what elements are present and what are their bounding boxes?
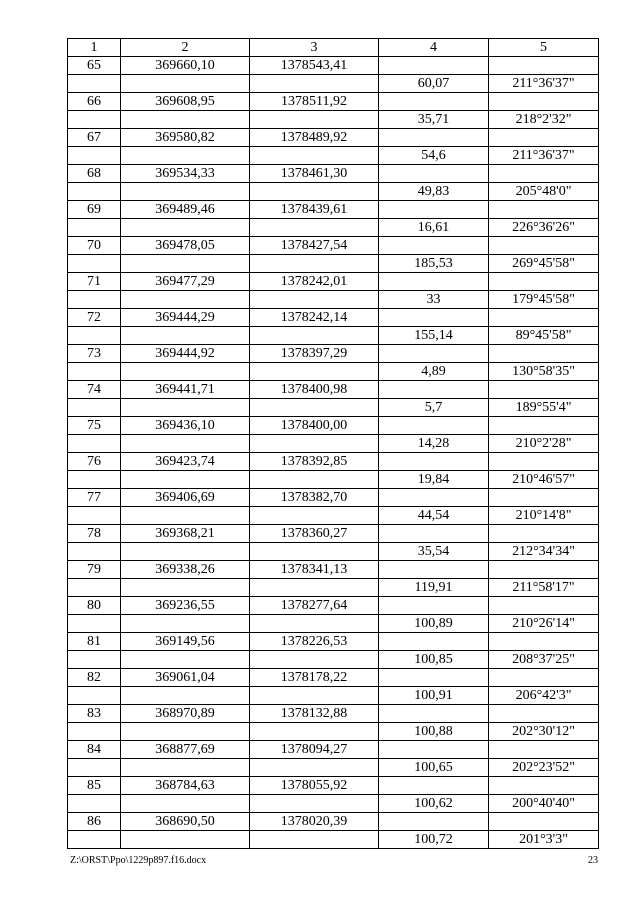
table-row bbox=[68, 579, 599, 597]
cell-distance: 33 bbox=[379, 291, 489, 309]
cell-point-number bbox=[68, 111, 121, 129]
cell-point-number bbox=[68, 147, 121, 165]
cell-distance bbox=[379, 237, 489, 255]
table-row bbox=[68, 687, 599, 705]
cell-bearing bbox=[489, 489, 599, 507]
cell-bearing: 201°3'3" bbox=[489, 831, 599, 849]
cell-bearing bbox=[489, 633, 599, 651]
cell-y-coordinate: 1378511,92 bbox=[250, 93, 379, 111]
table-row bbox=[68, 651, 599, 669]
header-cell-3: 3 bbox=[250, 39, 379, 57]
cell-bearing: 210°14'8" bbox=[489, 507, 599, 525]
table-row bbox=[68, 453, 599, 471]
cell-y-coordinate bbox=[250, 651, 379, 669]
cell-y-coordinate: 1378277,64 bbox=[250, 597, 379, 615]
cell-y-coordinate bbox=[250, 291, 379, 309]
cell-x-coordinate bbox=[121, 327, 250, 345]
table-row bbox=[68, 669, 599, 687]
cell-y-coordinate bbox=[250, 759, 379, 777]
table-row bbox=[68, 201, 599, 219]
cell-distance bbox=[379, 381, 489, 399]
cell-distance bbox=[379, 309, 489, 327]
table-header-row bbox=[68, 39, 599, 57]
table-row bbox=[68, 255, 599, 273]
cell-distance: 100,85 bbox=[379, 651, 489, 669]
cell-point-number: 79 bbox=[68, 561, 121, 579]
cell-distance: 185,53 bbox=[379, 255, 489, 273]
cell-y-coordinate bbox=[250, 795, 379, 813]
cell-y-coordinate: 1378392,85 bbox=[250, 453, 379, 471]
cell-distance bbox=[379, 561, 489, 579]
cell-bearing: 210°2'28" bbox=[489, 435, 599, 453]
cell-point-number bbox=[68, 507, 121, 525]
cell-y-coordinate bbox=[250, 831, 379, 849]
cell-point-number bbox=[68, 219, 121, 237]
cell-point-number: 70 bbox=[68, 237, 121, 255]
coordinates-table-body bbox=[68, 39, 599, 849]
cell-point-number: 71 bbox=[68, 273, 121, 291]
cell-distance bbox=[379, 417, 489, 435]
cell-x-coordinate bbox=[121, 111, 250, 129]
cell-point-number: 67 bbox=[68, 129, 121, 147]
cell-distance: 16,61 bbox=[379, 219, 489, 237]
table-row bbox=[68, 543, 599, 561]
table-row bbox=[68, 327, 599, 345]
cell-point-number: 78 bbox=[68, 525, 121, 543]
cell-x-coordinate: 369660,10 bbox=[121, 57, 250, 75]
cell-x-coordinate bbox=[121, 579, 250, 597]
header-cell-4: 4 bbox=[379, 39, 489, 57]
cell-x-coordinate bbox=[121, 471, 250, 489]
cell-y-coordinate bbox=[250, 147, 379, 165]
cell-x-coordinate: 369580,82 bbox=[121, 129, 250, 147]
table-row bbox=[68, 435, 599, 453]
cell-y-coordinate: 1378400,98 bbox=[250, 381, 379, 399]
table-row bbox=[68, 381, 599, 399]
cell-point-number bbox=[68, 723, 121, 741]
cell-y-coordinate: 1378397,29 bbox=[250, 345, 379, 363]
cell-y-coordinate: 1378178,22 bbox=[250, 669, 379, 687]
cell-point-number bbox=[68, 363, 121, 381]
table-row bbox=[68, 237, 599, 255]
cell-point-number: 73 bbox=[68, 345, 121, 363]
cell-distance: 19,84 bbox=[379, 471, 489, 489]
cell-distance bbox=[379, 345, 489, 363]
cell-distance: 100,72 bbox=[379, 831, 489, 849]
cell-y-coordinate: 1378094,27 bbox=[250, 741, 379, 759]
cell-distance bbox=[379, 597, 489, 615]
cell-point-number: 76 bbox=[68, 453, 121, 471]
cell-bearing bbox=[489, 417, 599, 435]
cell-y-coordinate: 1378489,92 bbox=[250, 129, 379, 147]
table-row bbox=[68, 111, 599, 129]
cell-bearing: 269°45'58" bbox=[489, 255, 599, 273]
cell-bearing: 202°23'52" bbox=[489, 759, 599, 777]
cell-distance: 100,88 bbox=[379, 723, 489, 741]
table-row bbox=[68, 489, 599, 507]
cell-x-coordinate bbox=[121, 651, 250, 669]
table-row bbox=[68, 633, 599, 651]
table-row bbox=[68, 129, 599, 147]
cell-bearing: 208°37'25" bbox=[489, 651, 599, 669]
cell-bearing bbox=[489, 741, 599, 759]
cell-point-number: 66 bbox=[68, 93, 121, 111]
table-row bbox=[68, 561, 599, 579]
cell-bearing: 210°26'14" bbox=[489, 615, 599, 633]
cell-point-number bbox=[68, 615, 121, 633]
cell-bearing bbox=[489, 705, 599, 723]
cell-y-coordinate: 1378427,54 bbox=[250, 237, 379, 255]
cell-x-coordinate: 369478,05 bbox=[121, 237, 250, 255]
cell-x-coordinate: 369477,29 bbox=[121, 273, 250, 291]
cell-point-number: 80 bbox=[68, 597, 121, 615]
cell-point-number: 81 bbox=[68, 633, 121, 651]
cell-bearing bbox=[489, 273, 599, 291]
cell-distance bbox=[379, 273, 489, 291]
cell-distance: 35,54 bbox=[379, 543, 489, 561]
cell-y-coordinate bbox=[250, 507, 379, 525]
cell-x-coordinate: 369444,92 bbox=[121, 345, 250, 363]
cell-distance bbox=[379, 201, 489, 219]
cell-bearing: 206°42'3" bbox=[489, 687, 599, 705]
cell-distance: 60,07 bbox=[379, 75, 489, 93]
cell-point-number bbox=[68, 687, 121, 705]
table-row bbox=[68, 273, 599, 291]
cell-y-coordinate bbox=[250, 471, 379, 489]
cell-point-number: 74 bbox=[68, 381, 121, 399]
cell-distance bbox=[379, 813, 489, 831]
cell-point-number: 69 bbox=[68, 201, 121, 219]
cell-point-number bbox=[68, 399, 121, 417]
table-row bbox=[68, 795, 599, 813]
cell-x-coordinate: 369061,04 bbox=[121, 669, 250, 687]
cell-distance: 100,62 bbox=[379, 795, 489, 813]
cell-y-coordinate: 1378382,70 bbox=[250, 489, 379, 507]
cell-bearing: 226°36'26" bbox=[489, 219, 599, 237]
cell-point-number: 83 bbox=[68, 705, 121, 723]
cell-bearing bbox=[489, 597, 599, 615]
table-row bbox=[68, 363, 599, 381]
cell-distance: 119,91 bbox=[379, 579, 489, 597]
table-row bbox=[68, 309, 599, 327]
cell-bearing bbox=[489, 129, 599, 147]
cell-y-coordinate: 1378055,92 bbox=[250, 777, 379, 795]
cell-x-coordinate bbox=[121, 795, 250, 813]
table-row bbox=[68, 219, 599, 237]
cell-point-number bbox=[68, 75, 121, 93]
cell-y-coordinate bbox=[250, 111, 379, 129]
table-row bbox=[68, 93, 599, 111]
cell-distance: 5,7 bbox=[379, 399, 489, 417]
cell-point-number bbox=[68, 543, 121, 561]
cell-bearing bbox=[489, 93, 599, 111]
table-row bbox=[68, 183, 599, 201]
cell-bearing: 212°34'34" bbox=[489, 543, 599, 561]
cell-point-number: 77 bbox=[68, 489, 121, 507]
cell-point-number: 84 bbox=[68, 741, 121, 759]
cell-y-coordinate bbox=[250, 615, 379, 633]
cell-distance: 4,89 bbox=[379, 363, 489, 381]
cell-y-coordinate: 1378439,61 bbox=[250, 201, 379, 219]
cell-bearing bbox=[489, 309, 599, 327]
cell-x-coordinate bbox=[121, 399, 250, 417]
cell-y-coordinate bbox=[250, 399, 379, 417]
cell-distance bbox=[379, 777, 489, 795]
cell-bearing bbox=[489, 777, 599, 795]
cell-bearing bbox=[489, 813, 599, 831]
cell-point-number bbox=[68, 435, 121, 453]
cell-x-coordinate bbox=[121, 255, 250, 273]
cell-x-coordinate: 369436,10 bbox=[121, 417, 250, 435]
cell-point-number: 85 bbox=[68, 777, 121, 795]
cell-x-coordinate bbox=[121, 147, 250, 165]
footer-file-path: Z:\ORST\Ppo\1229p897.f16.docx bbox=[70, 855, 207, 866]
cell-point-number: 82 bbox=[68, 669, 121, 687]
cell-point-number bbox=[68, 651, 121, 669]
cell-x-coordinate: 369338,26 bbox=[121, 561, 250, 579]
cell-y-coordinate bbox=[250, 255, 379, 273]
cell-distance bbox=[379, 165, 489, 183]
cell-x-coordinate: 369406,69 bbox=[121, 489, 250, 507]
cell-point-number bbox=[68, 759, 121, 777]
cell-y-coordinate bbox=[250, 363, 379, 381]
cell-x-coordinate bbox=[121, 615, 250, 633]
cell-bearing: 210°46'57" bbox=[489, 471, 599, 489]
cell-x-coordinate bbox=[121, 543, 250, 561]
cell-y-coordinate: 1378132,88 bbox=[250, 705, 379, 723]
cell-x-coordinate bbox=[121, 435, 250, 453]
cell-distance bbox=[379, 669, 489, 687]
cell-x-coordinate bbox=[121, 723, 250, 741]
table-row bbox=[68, 759, 599, 777]
table-row bbox=[68, 291, 599, 309]
cell-point-number: 72 bbox=[68, 309, 121, 327]
cell-y-coordinate bbox=[250, 687, 379, 705]
cell-y-coordinate: 1378242,01 bbox=[250, 273, 379, 291]
cell-bearing: 130°58'35" bbox=[489, 363, 599, 381]
cell-bearing bbox=[489, 237, 599, 255]
cell-x-coordinate: 369534,33 bbox=[121, 165, 250, 183]
table-row bbox=[68, 399, 599, 417]
cell-x-coordinate bbox=[121, 507, 250, 525]
cell-y-coordinate: 1378020,39 bbox=[250, 813, 379, 831]
cell-x-coordinate bbox=[121, 291, 250, 309]
table-row bbox=[68, 705, 599, 723]
table-row bbox=[68, 525, 599, 543]
cell-x-coordinate bbox=[121, 759, 250, 777]
cell-x-coordinate bbox=[121, 183, 250, 201]
cell-y-coordinate: 1378242,14 bbox=[250, 309, 379, 327]
cell-distance bbox=[379, 705, 489, 723]
cell-distance: 35,71 bbox=[379, 111, 489, 129]
cell-y-coordinate bbox=[250, 327, 379, 345]
cell-point-number: 65 bbox=[68, 57, 121, 75]
table-row bbox=[68, 57, 599, 75]
table-row bbox=[68, 597, 599, 615]
cell-y-coordinate: 1378226,53 bbox=[250, 633, 379, 651]
cell-distance: 100,91 bbox=[379, 687, 489, 705]
cell-point-number bbox=[68, 579, 121, 597]
cell-point-number bbox=[68, 795, 121, 813]
cell-bearing bbox=[489, 453, 599, 471]
cell-x-coordinate bbox=[121, 831, 250, 849]
cell-x-coordinate: 369608,95 bbox=[121, 93, 250, 111]
cell-point-number bbox=[68, 255, 121, 273]
cell-x-coordinate: 369441,71 bbox=[121, 381, 250, 399]
cell-point-number bbox=[68, 471, 121, 489]
cell-y-coordinate bbox=[250, 723, 379, 741]
cell-y-coordinate bbox=[250, 183, 379, 201]
cell-bearing bbox=[489, 201, 599, 219]
cell-x-coordinate: 369489,46 bbox=[121, 201, 250, 219]
cell-x-coordinate: 369368,21 bbox=[121, 525, 250, 543]
cell-point-number bbox=[68, 291, 121, 309]
cell-x-coordinate: 369444,29 bbox=[121, 309, 250, 327]
cell-bearing: 218°2'32" bbox=[489, 111, 599, 129]
cell-bearing bbox=[489, 525, 599, 543]
table-row bbox=[68, 831, 599, 849]
cell-distance: 155,14 bbox=[379, 327, 489, 345]
table-row bbox=[68, 507, 599, 525]
table-row bbox=[68, 471, 599, 489]
cell-y-coordinate: 1378461,30 bbox=[250, 165, 379, 183]
cell-bearing: 211°58'17" bbox=[489, 579, 599, 597]
cell-distance bbox=[379, 489, 489, 507]
cell-x-coordinate: 368877,69 bbox=[121, 741, 250, 759]
cell-point-number: 68 bbox=[68, 165, 121, 183]
coordinates-table bbox=[67, 38, 599, 849]
cell-bearing bbox=[489, 381, 599, 399]
table-row bbox=[68, 345, 599, 363]
cell-distance: 54,6 bbox=[379, 147, 489, 165]
cell-x-coordinate: 369149,56 bbox=[121, 633, 250, 651]
header-cell-5: 5 bbox=[489, 39, 599, 57]
cell-x-coordinate: 368970,89 bbox=[121, 705, 250, 723]
cell-point-number: 86 bbox=[68, 813, 121, 831]
cell-point-number bbox=[68, 831, 121, 849]
cell-bearing: 211°36'37" bbox=[489, 75, 599, 93]
cell-x-coordinate bbox=[121, 75, 250, 93]
cell-y-coordinate: 1378543,41 bbox=[250, 57, 379, 75]
cell-distance: 100,89 bbox=[379, 615, 489, 633]
cell-bearing: 211°36'37" bbox=[489, 147, 599, 165]
cell-distance bbox=[379, 453, 489, 471]
cell-y-coordinate bbox=[250, 435, 379, 453]
cell-distance bbox=[379, 525, 489, 543]
cell-distance: 44,54 bbox=[379, 507, 489, 525]
cell-bearing: 89°45'58" bbox=[489, 327, 599, 345]
cell-bearing: 189°55'4" bbox=[489, 399, 599, 417]
cell-bearing bbox=[489, 345, 599, 363]
header-cell-2: 2 bbox=[121, 39, 250, 57]
cell-x-coordinate: 369423,74 bbox=[121, 453, 250, 471]
cell-distance bbox=[379, 741, 489, 759]
header-cell-1: 1 bbox=[68, 39, 121, 57]
cell-point-number: 75 bbox=[68, 417, 121, 435]
cell-y-coordinate bbox=[250, 543, 379, 561]
cell-y-coordinate: 1378341,13 bbox=[250, 561, 379, 579]
cell-x-coordinate bbox=[121, 363, 250, 381]
cell-y-coordinate bbox=[250, 219, 379, 237]
cell-x-coordinate: 369236,55 bbox=[121, 597, 250, 615]
cell-distance: 49,83 bbox=[379, 183, 489, 201]
cell-point-number bbox=[68, 183, 121, 201]
cell-bearing: 200°40'40" bbox=[489, 795, 599, 813]
cell-y-coordinate bbox=[250, 75, 379, 93]
table-row bbox=[68, 813, 599, 831]
cell-x-coordinate bbox=[121, 687, 250, 705]
table-row bbox=[68, 147, 599, 165]
cell-bearing: 202°30'12" bbox=[489, 723, 599, 741]
table-row bbox=[68, 417, 599, 435]
cell-y-coordinate: 1378360,27 bbox=[250, 525, 379, 543]
cell-y-coordinate: 1378400,00 bbox=[250, 417, 379, 435]
cell-bearing: 205°48'0" bbox=[489, 183, 599, 201]
cell-bearing bbox=[489, 561, 599, 579]
table-row bbox=[68, 615, 599, 633]
cell-distance bbox=[379, 129, 489, 147]
cell-bearing bbox=[489, 57, 599, 75]
cell-distance bbox=[379, 93, 489, 111]
table-row bbox=[68, 741, 599, 759]
cell-bearing bbox=[489, 669, 599, 687]
footer-page-number: 23 bbox=[588, 855, 598, 866]
table-row bbox=[68, 777, 599, 795]
cell-bearing bbox=[489, 165, 599, 183]
cell-distance bbox=[379, 57, 489, 75]
cell-x-coordinate bbox=[121, 219, 250, 237]
cell-distance bbox=[379, 633, 489, 651]
cell-y-coordinate bbox=[250, 579, 379, 597]
table-row bbox=[68, 723, 599, 741]
cell-bearing: 179°45'58" bbox=[489, 291, 599, 309]
table-row bbox=[68, 165, 599, 183]
table-row bbox=[68, 75, 599, 93]
cell-distance: 100,65 bbox=[379, 759, 489, 777]
cell-x-coordinate: 368784,63 bbox=[121, 777, 250, 795]
cell-point-number bbox=[68, 327, 121, 345]
cell-distance: 14,28 bbox=[379, 435, 489, 453]
cell-x-coordinate: 368690,50 bbox=[121, 813, 250, 831]
